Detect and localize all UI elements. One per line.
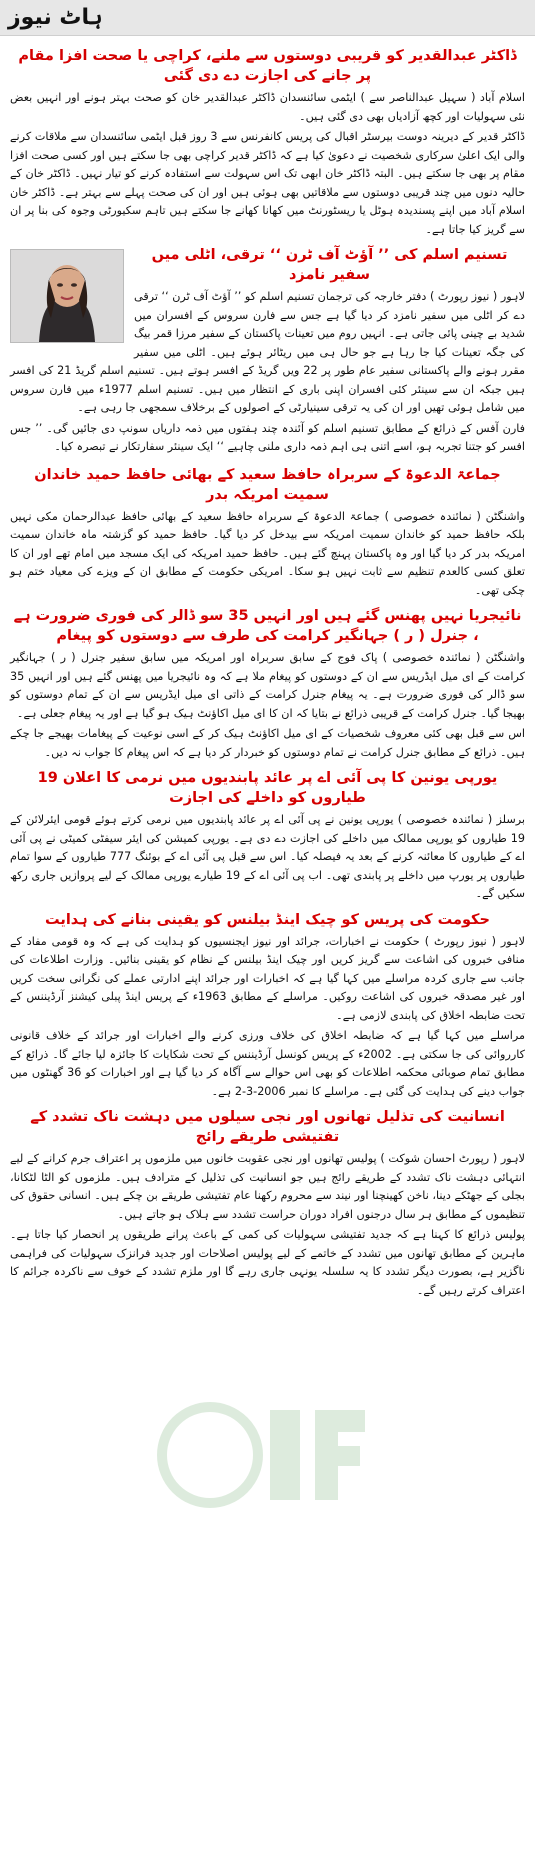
article-paragraph: پولیس ذرائع کا کہنا ہے کہ جدید تفتیشی سہولیات کی کمی کے باعث پرانے طریقوں پر انحصار کیا جاتا ہے۔ ماہرین کے مطابق تھانوں میں تشدد کے خاتمے کے لیے پولیس اصلاحات اور جدید فرانزک سہولیات کی فراہمی ناگزیر ہے، بصورت دیگر تشدد کا یہ سلسلہ یونہی جاری رہے گا اور ملزم تشدد کے خوف سے ناکردہ جرائم کا اعتراف کرتے رہیں گے۔ (10, 1228, 525, 1297)
article-paragraph: اس سے قبل بھی کئی معروف شخصیات کے ای میل اکاؤنٹ ہیک کر کے اسی نوعیت کے پیغامات بھیجے جا چکے ہیں۔ ذرائع کے مطابق جنرل کرامت نے تمام دوستوں کو خبردار کر دیا ہے کہ اس پیغام کا جواب نہ دیں۔ (10, 727, 525, 759)
article-paragraph: فارن آفس کے ذرائع کے مطابق تسنیم اسلم کو آئندہ چند ہفتوں میں ذمہ داریاں سونپ دی جائیں گی۔ ’’ جس افسر کو جتنا تجربہ ہو، اسے اتنی ہی اہم ذمہ داری ملنی چاہیے ‘‘ ایک سینئر سفارتکار نے تبصرہ کیا۔ (10, 421, 525, 453)
article-5 (10, 768, 525, 904)
article-paragraph: لاہور ( نیوز رپورٹ ) حکومت نے اخبارات، جرائد اور نیوز ایجنسیوں کو ہدایت کی ہے کہ وہ قومی مفاد کے منافی خبروں کی اشاعت سے گریز کریں اور چیک اینڈ بیلنس کے نظام کو یقینی بنائیں۔ وزارت اطلاعات کی جانب سے جاری کردہ مراسلے میں کہا گیا ہے کہ اخبارات اور جرائد اپنے ادارتی عملے کی نگرانی سخت کریں اور غیر مصدقہ خبروں کی اشاعت روکیں۔ مراسلے کے مطابق 1963ء کے پریس اینڈ پبلی کیشنز آرڈیننس کے تحت ضابطہ اخلاق کی پابندی لازمی ہے۔ (10, 934, 525, 1022)
article-headline: حکومت کی پریس کو چیک اینڈ بیلنس کو یقینی بنانے کی ہدایت (45, 911, 490, 928)
article-headline: انسانیت کی تذلیل تھانوں اور نجی سیلوں میں دہشت ناک تشدد کے تفتیشی طریقے رائج (30, 1109, 505, 1145)
article-headline: ڈاکٹر عبدالقدیر کو قریبی دوستوں سے ملنے، کراچی یا صحت افزا مقام پر جانے کی اجازت دے دی گئی (18, 48, 517, 84)
article-1 (10, 46, 525, 239)
article-paragraph: اسلام آباد ( سہیل عبدالناصر سے ) ایٹمی سائنسدان ڈاکٹر عبدالقدیر خان کو صحت بہتر ہونے اور انہیں بعض نئی سہولیات اور کچھ آزادیاں بھی دی گئی ہیں۔ (10, 91, 525, 123)
title-bar (0, 0, 535, 36)
article-3 (10, 465, 525, 601)
article-7 (10, 1107, 525, 1300)
article-headline: تسنیم اسلم کی ’’ آؤٹ آف ٹرن ‘‘ ترقی، اٹلی میں سفیر نامزد (151, 247, 508, 283)
portrait-image (11, 250, 123, 342)
page-title: ہاٹ نیوز (8, 5, 103, 30)
woman-portrait-photo (10, 249, 124, 343)
articles-container (0, 36, 535, 1314)
article-2 (10, 245, 525, 459)
article-4 (10, 606, 525, 762)
article-paragraph: برسلز ( نمائندہ خصوصی ) یورپی یونین نے پی آئی اے پر عائد پابندیوں میں نرمی کرتے ہوئے قومی ایئرلائن کے 19 طیاروں کو یورپی ممالک میں داخلے کی اجازت دے دی ہے۔ یورپی کمیشن کی ایئر سیفٹی کمیٹی نے پی آئی اے کے طیاروں کا معائنہ کرنے کے بعد یہ فیصلہ کیا۔ اس سے قبل پی آئی اے کے بوئنگ 777 طیاروں کے سوا تمام طیاروں پر یورپ میں داخلے پر پابندی تھی۔ اب پی آئی اے کے 19 طیارے یورپی ممالک کے لیے پروازیں جاری رکھ سکیں گے۔ (10, 813, 526, 900)
faint-logo-watermark (150, 1380, 380, 1530)
article-paragraph: ڈاکٹر قدیر کے دیرینہ دوست بیرسٹر اقبال کی پریس کانفرنس سے 3 روز قبل ایٹمی سائنسدان سے ملاقات کرنے والی ایک اعلیٰ سرکاری شخصیت نے دعویٰ کیا ہے کہ ڈاکٹر قدیر کراچی بھی جا سکتے ہیں اور کسی صحت افزا مقام پر بھی جا سکتے ہیں۔ البتہ ڈاکٹر خان ابھی تک اس سہولت سے استفادہ کرنے کو تیار نہیں۔ ڈاکٹر خان کے حالیہ دنوں میں چند قریبی دوستوں سے ملاقاتیں بھی ہوئی ہیں اور ان کی صحت پہلے سے بہتر ہے۔ ڈاکٹر خان اسلام آباد میں اپنے پسندیدہ ہوٹل یا ریسٹورنٹ میں کھانا کھانے جا سکتے ہیں تاہم سکیورٹی وجوہ کی بنا پر ان سے گریز کیا جاتا ہے۔ (10, 130, 525, 236)
article-headline: جماعۃ الدعوۃ کے سربراہ حافظ سعید کے بھائی حافظ حمید خاندان سمیت امریکہ بدر (34, 466, 501, 503)
article-paragraph: واشنگٹن ( نمائندہ خصوصی ) جماعۃ الدعوۃ کے سربراہ حافظ سعید کے بھائی حافظ عبدالرحمان مکی نہیں بلکہ حافظ حمید کو خاندان سمیت امریکہ سے بیدخل کر دیا گیا۔ حافظ حمید کو گزشتہ ماہ خاندان سمیت امریکہ بدر کر دیا گیا اور وہ پاکستان پہنچ گئے ہیں۔ حافظ حمید امریکہ کی ایک مسجد میں امام تھے اور ان کا تعلق کسی کالعدم تنظیم سے ثابت نہیں ہو سکا۔ امریکی حکومت کے مطابق ان کے ویزے کی معیاد ختم ہو چکی تھی۔ (10, 509, 525, 597)
article-headline: یورپی یونین کا پی آئی اے پر عائد پابندیوں میں نرمی کا اعلان 19 طیاروں کو داخلے کی اجازت (37, 770, 498, 806)
article-paragraph: مراسلے میں کہا گیا ہے کہ ضابطہ اخلاق کی خلاف ورزی کرنے والے اخبارات اور جرائد کے خلاف قانونی کارروائی کی جا سکتی ہے۔ 2002ء کے پریس کونسل آرڈیننس کے تحت شکایات کا جائزہ لیا جائے گا۔ ذرائع کے مطابق تمام صوبائی محکمہ اطلاعات کو بھی اس حوالے سے آگاہ کر دیا گیا ہے اور اخبارات کو 36 گھنٹوں میں جواب دینے کی ہدایت کی گئی ہے۔ مراسلے کا نمبر 2006-3-2 ہے۔ (10, 1029, 525, 1098)
article-6 (10, 910, 525, 1102)
article-paragraph: لاہور ( نیوز رپورٹ ) دفتر خارجہ کی ترجمان تسنیم اسلم کو ’’ آؤٹ آف ٹرن ‘‘ ترقی دے کر اٹلی میں سفیر نامزد کر دیا گیا ہے جس سے فارن سروس کے افسران میں شدید بے چینی پائی جاتی ہے۔ انہیں روم میں تعینات پاکستان کے سفیر مرزا قمر بیگ کی جگہ تعینات کیا جا رہا ہے جو حال ہی میں ریٹائر ہوئے ہیں۔ اٹلی میں سفیر مقرر ہونے والے پاکستانی سفیر عام طور پر 22 ویں گریڈ کے افسر ہوتے ہیں۔ تسنیم اسلم گریڈ 21 کی افسر ہیں جبکہ ان سے سینئر کئی افسران اپنی باری کے انتظار میں ہیں۔ تسنیم اسلم 1977ء میں فارن سروس میں شامل ہوئی تھیں اور ان کی یہ ترقی سینیارٹی کے اصولوں کے برخلاف سمجھی جا رہی ہے۔ (10, 290, 526, 414)
article-headline: نائیجریا نہیں پھنس گئے ہیں اور انہیں 35 سو ڈالر کی فوری ضرورت ہے ، جنرل ( ر ) جہانگیر کرامت کی طرف سے دوستوں کو پیغام (13, 608, 522, 644)
article-paragraph: واشنگٹن ( نمائندہ خصوصی ) پاک فوج کے سابق سربراہ اور امریکہ میں سابق سفیر جنرل ( ر ) جہانگیر کرامت کے ای میل ایڈریس سے ان کے دوستوں کو پیغام ملا ہے کہ وہ نائیجریا میں پھنس گئے ہیں اور انہیں 35 سو ڈالر کی فوری ضرورت ہے۔ یہ پیغام جنرل کرامت کے ذاتی ای میل ایڈریس سے ان کے تمام دوستوں کو بھیجا گیا۔ جنرل کرامت کے قریبی ذرائع نے بتایا کہ ان کا ای میل اکاؤنٹ ہیک ہو گیا ہے اور یہ پیغام جعلی ہے۔ (10, 651, 525, 720)
article-paragraph: لاہور ( رپورٹ احسان شوکت ) پولیس تھانوں اور نجی عقوبت خانوں میں ملزموں پر اعتراف جرم کرانے کے لیے انتہائی دہشت ناک تشدد کے طریقے رائج ہیں جو انسانیت کی تذلیل کے مترادف ہیں۔ ملزموں کو الٹا لٹکانا، بجلی کے جھٹکے دینا، ناخن کھینچنا اور نیند سے محروم رکھنا عام تفتیشی طریقے بن چکے ہیں۔ انسانی حقوق کی تنظیموں کے مطابق ہر سال درجنوں افراد دوران حراست تشدد سے ہلاک ہو جاتے ہیں۔ (10, 1152, 525, 1221)
